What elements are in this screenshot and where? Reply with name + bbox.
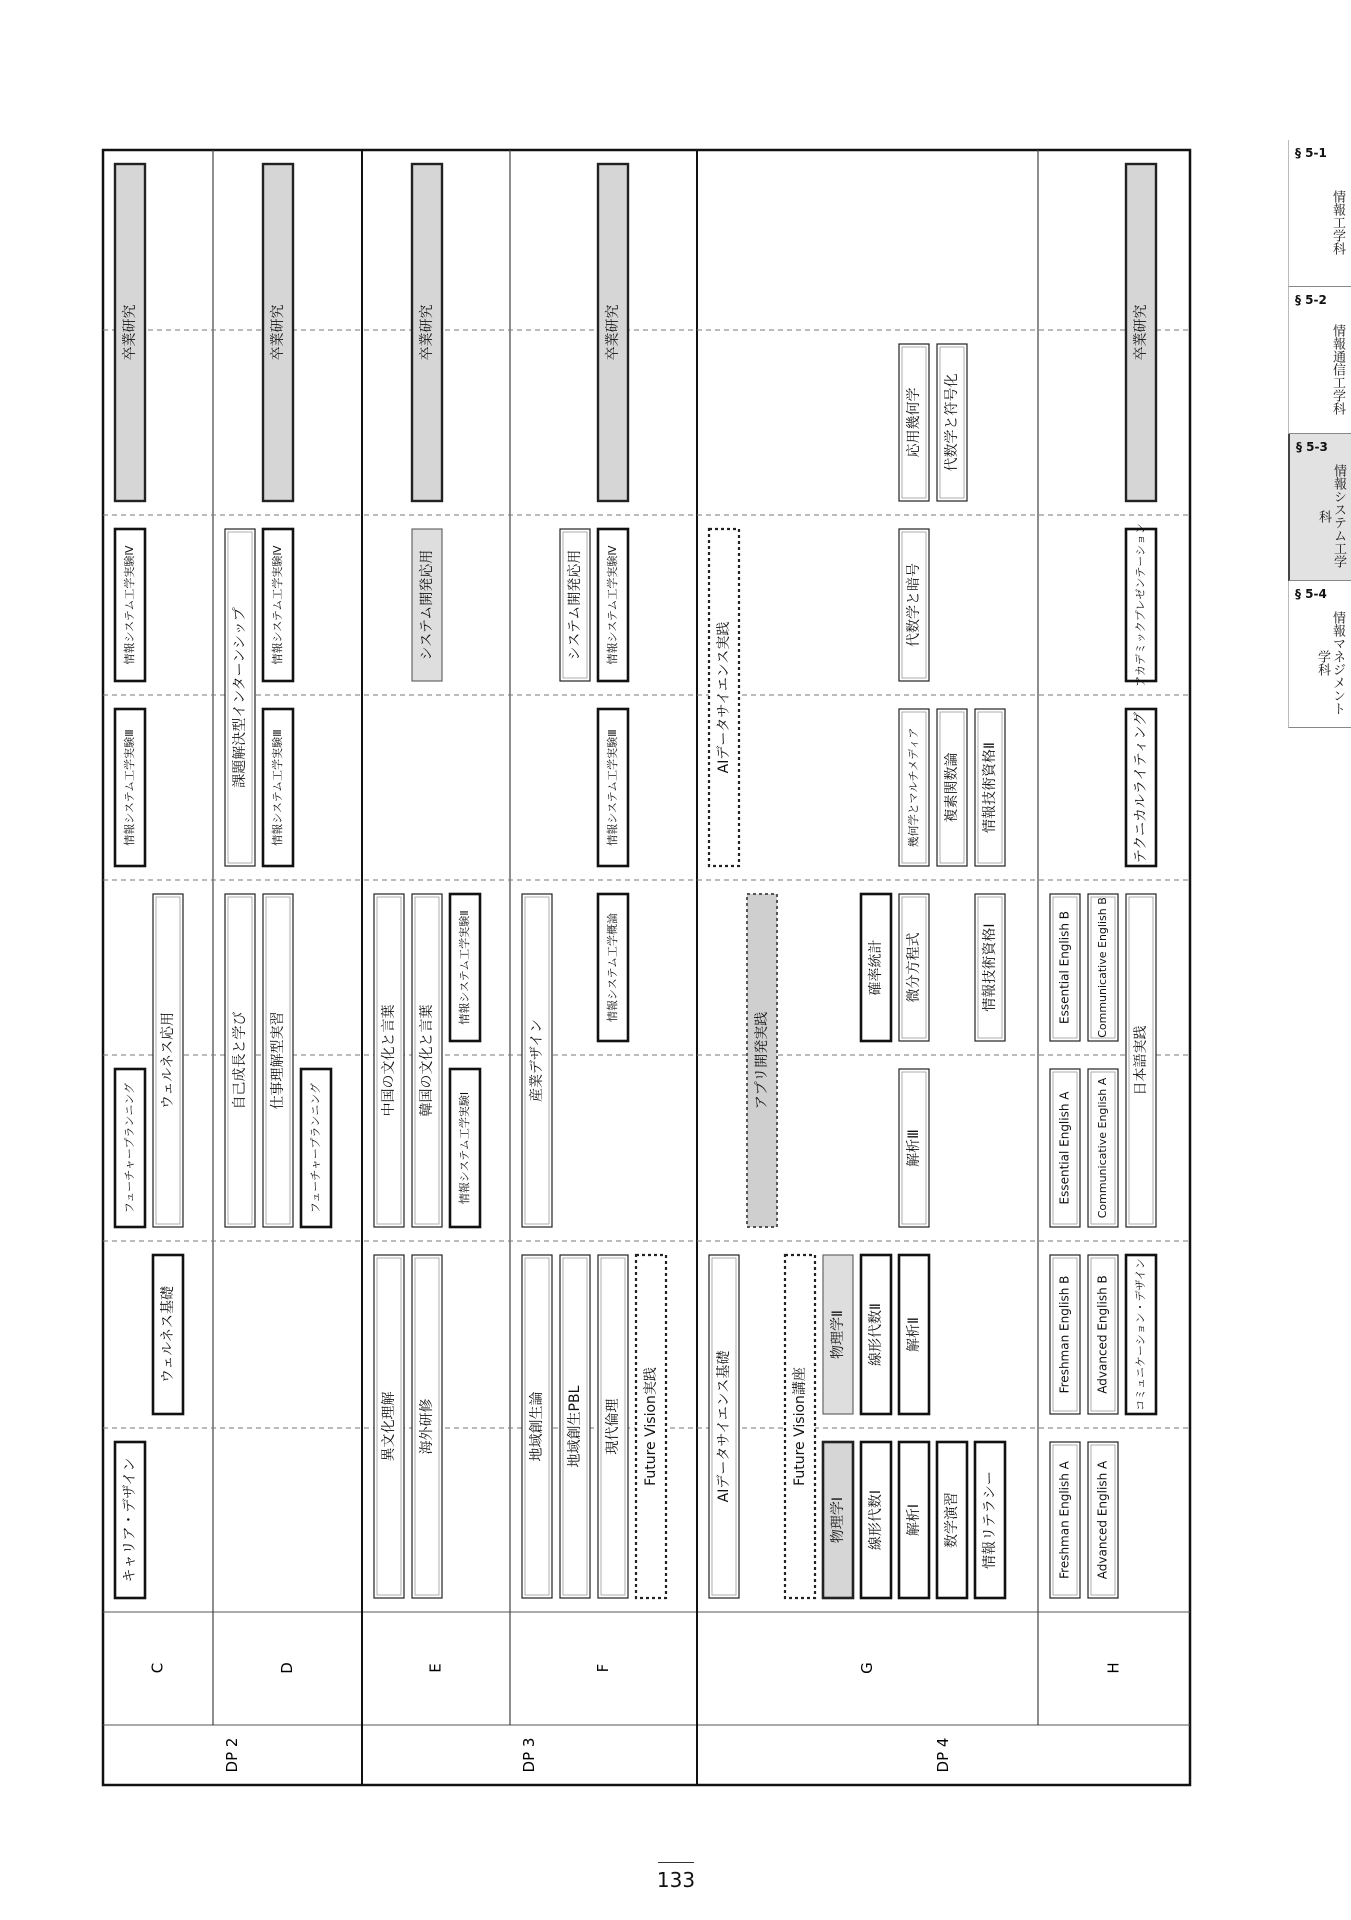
- course-label: 解析Ⅱ: [906, 1317, 922, 1352]
- course-label: Future Vision実践: [643, 1367, 659, 1486]
- course-label: 代数学と符号化: [944, 373, 960, 472]
- course-label: 仕事理解型実習: [270, 1011, 286, 1110]
- course-label: フューチャープランニング: [123, 1082, 136, 1214]
- course-label: キャリア・デザイン: [122, 1457, 138, 1583]
- course-label: 数学演習: [944, 1492, 960, 1548]
- course-label: 情報技術資格Ⅰ: [982, 923, 998, 1012]
- course-label: 情報システム工学実験Ⅳ: [271, 545, 284, 665]
- course-label: 卒業研究: [1133, 304, 1149, 361]
- row-letter: D: [278, 1662, 296, 1674]
- course-label: 情報システム工学実験Ⅲ: [271, 729, 284, 846]
- course-label: 情報システム工学実験Ⅰ: [458, 1091, 471, 1205]
- section-tab-number: § 5-2: [1295, 293, 1327, 307]
- row-letter: C: [148, 1662, 167, 1674]
- course-label: 地域創生論: [529, 1391, 545, 1462]
- course-label: 卒業研究: [605, 304, 621, 361]
- course-label: 課題解決型インターンシップ: [232, 607, 248, 788]
- dp-label: DP 3: [520, 1737, 538, 1773]
- course-label: 情報技術資格Ⅱ: [982, 742, 998, 833]
- course-label: 卒業研究: [122, 304, 138, 361]
- row-letter: F: [594, 1663, 612, 1673]
- course-label: 線形代数Ⅱ: [868, 1303, 884, 1366]
- section-tab-number: § 5-4: [1295, 587, 1327, 601]
- course-label: AIデータサイエンス実践: [716, 621, 732, 774]
- section-tab-number: § 5-1: [1295, 146, 1327, 160]
- course-label: 海外研修: [419, 1398, 435, 1455]
- course-label: 韓国の文化と言葉: [419, 1004, 435, 1117]
- course-label: ウェルネス応用: [160, 1011, 176, 1110]
- course-label: 確率統計: [868, 939, 884, 996]
- course-label: Freshman English B: [1057, 1275, 1072, 1394]
- course-label: 物理学Ⅰ: [830, 1496, 846, 1544]
- section-tab-number: § 5-3: [1296, 440, 1328, 454]
- course-label: 情報システム工学実験Ⅲ: [123, 729, 136, 846]
- course-label: Communicative English B: [1096, 897, 1109, 1038]
- course-label: 物理学Ⅱ: [830, 1310, 846, 1359]
- course-label: システム開発応用: [419, 549, 435, 661]
- course-label: ウェルネス基礎: [160, 1285, 176, 1384]
- section-tab-1[interactable]: [1288, 140, 1351, 287]
- course-label: Essential English B: [1057, 911, 1072, 1024]
- row-letter: H: [1104, 1662, 1123, 1674]
- course-label: 情報システム工学実験Ⅲ: [606, 729, 619, 846]
- dp-label: DP 2: [223, 1737, 241, 1773]
- course-label: 中国の文化と言葉: [381, 1004, 397, 1117]
- course-label: Essential English A: [1057, 1091, 1072, 1205]
- section-tab-caption: 情報通信工学科: [1330, 323, 1345, 415]
- course-label: 線形代数Ⅰ: [868, 1489, 884, 1551]
- course-label: 異文化理解: [381, 1391, 397, 1462]
- section-tabs: [1288, 140, 1351, 728]
- row-letter: G: [858, 1662, 876, 1674]
- course-label: 日本語実践: [1133, 1025, 1149, 1096]
- course-label: Future Vision講座: [792, 1367, 808, 1486]
- course-label: 代数学と暗号: [906, 563, 922, 647]
- course-label: フューチャープランニング: [309, 1082, 322, 1214]
- section-tab-4[interactable]: [1288, 581, 1351, 728]
- course-label: Freshman English A: [1057, 1461, 1072, 1579]
- page-number-rule: [658, 1862, 694, 1863]
- course-label: Communicative English A: [1096, 1077, 1109, 1219]
- course-label: テクニカルライティング: [1133, 711, 1149, 864]
- course-label: 情報システム工学実験Ⅳ: [606, 545, 619, 665]
- page-number: 133: [656, 1868, 696, 1892]
- course-label: AIデータサイエンス基礎: [716, 1350, 732, 1503]
- course-label: 情報システム工学概論: [606, 913, 619, 1022]
- course-label: アプリ開発実践: [754, 1011, 770, 1110]
- section-tab-caption: 情報システム工学科: [1316, 464, 1346, 568]
- course-label: 産業デザイン: [529, 1018, 545, 1103]
- section-tab-caption: 情報工学科: [1330, 189, 1345, 255]
- course-label: 解析Ⅰ: [906, 1503, 922, 1537]
- section-tab-caption: 情報マネジメント学科: [1315, 611, 1345, 715]
- course-label: 自己成長と学び: [232, 1011, 248, 1110]
- course-label: 解析Ⅲ: [906, 1129, 922, 1167]
- course-label: 卒業研究: [419, 304, 435, 361]
- course-label: 地域創生PBL: [567, 1385, 583, 1468]
- course-label: Advanced English A: [1095, 1460, 1110, 1580]
- course-label: 情報システム工学実験Ⅳ: [123, 545, 136, 665]
- dp-label: DP 4: [934, 1737, 952, 1773]
- course-label: 応用幾何学: [906, 387, 922, 458]
- course-label: Advanced English B: [1095, 1275, 1110, 1394]
- section-tab-3[interactable]: [1288, 434, 1351, 581]
- course-label: 情報リテラシー: [982, 1471, 998, 1569]
- row-letter: E: [426, 1663, 445, 1673]
- course-label: 卒業研究: [270, 304, 286, 361]
- course-label: システム開発応用: [567, 549, 583, 661]
- course-label: 幾何学とマルチメディア: [907, 727, 920, 848]
- course-label: コミュニケーション・デザイン: [1134, 1258, 1147, 1411]
- course-label: アカデミックプレゼンテーション: [1134, 523, 1147, 687]
- section-tab-2[interactable]: [1288, 287, 1351, 434]
- course-label: 微分方程式: [906, 932, 922, 1003]
- course-label: 現代倫理: [605, 1398, 621, 1455]
- course-label: 情報システム工学実験Ⅱ: [458, 910, 471, 1025]
- course-label: 複素関数論: [944, 752, 960, 823]
